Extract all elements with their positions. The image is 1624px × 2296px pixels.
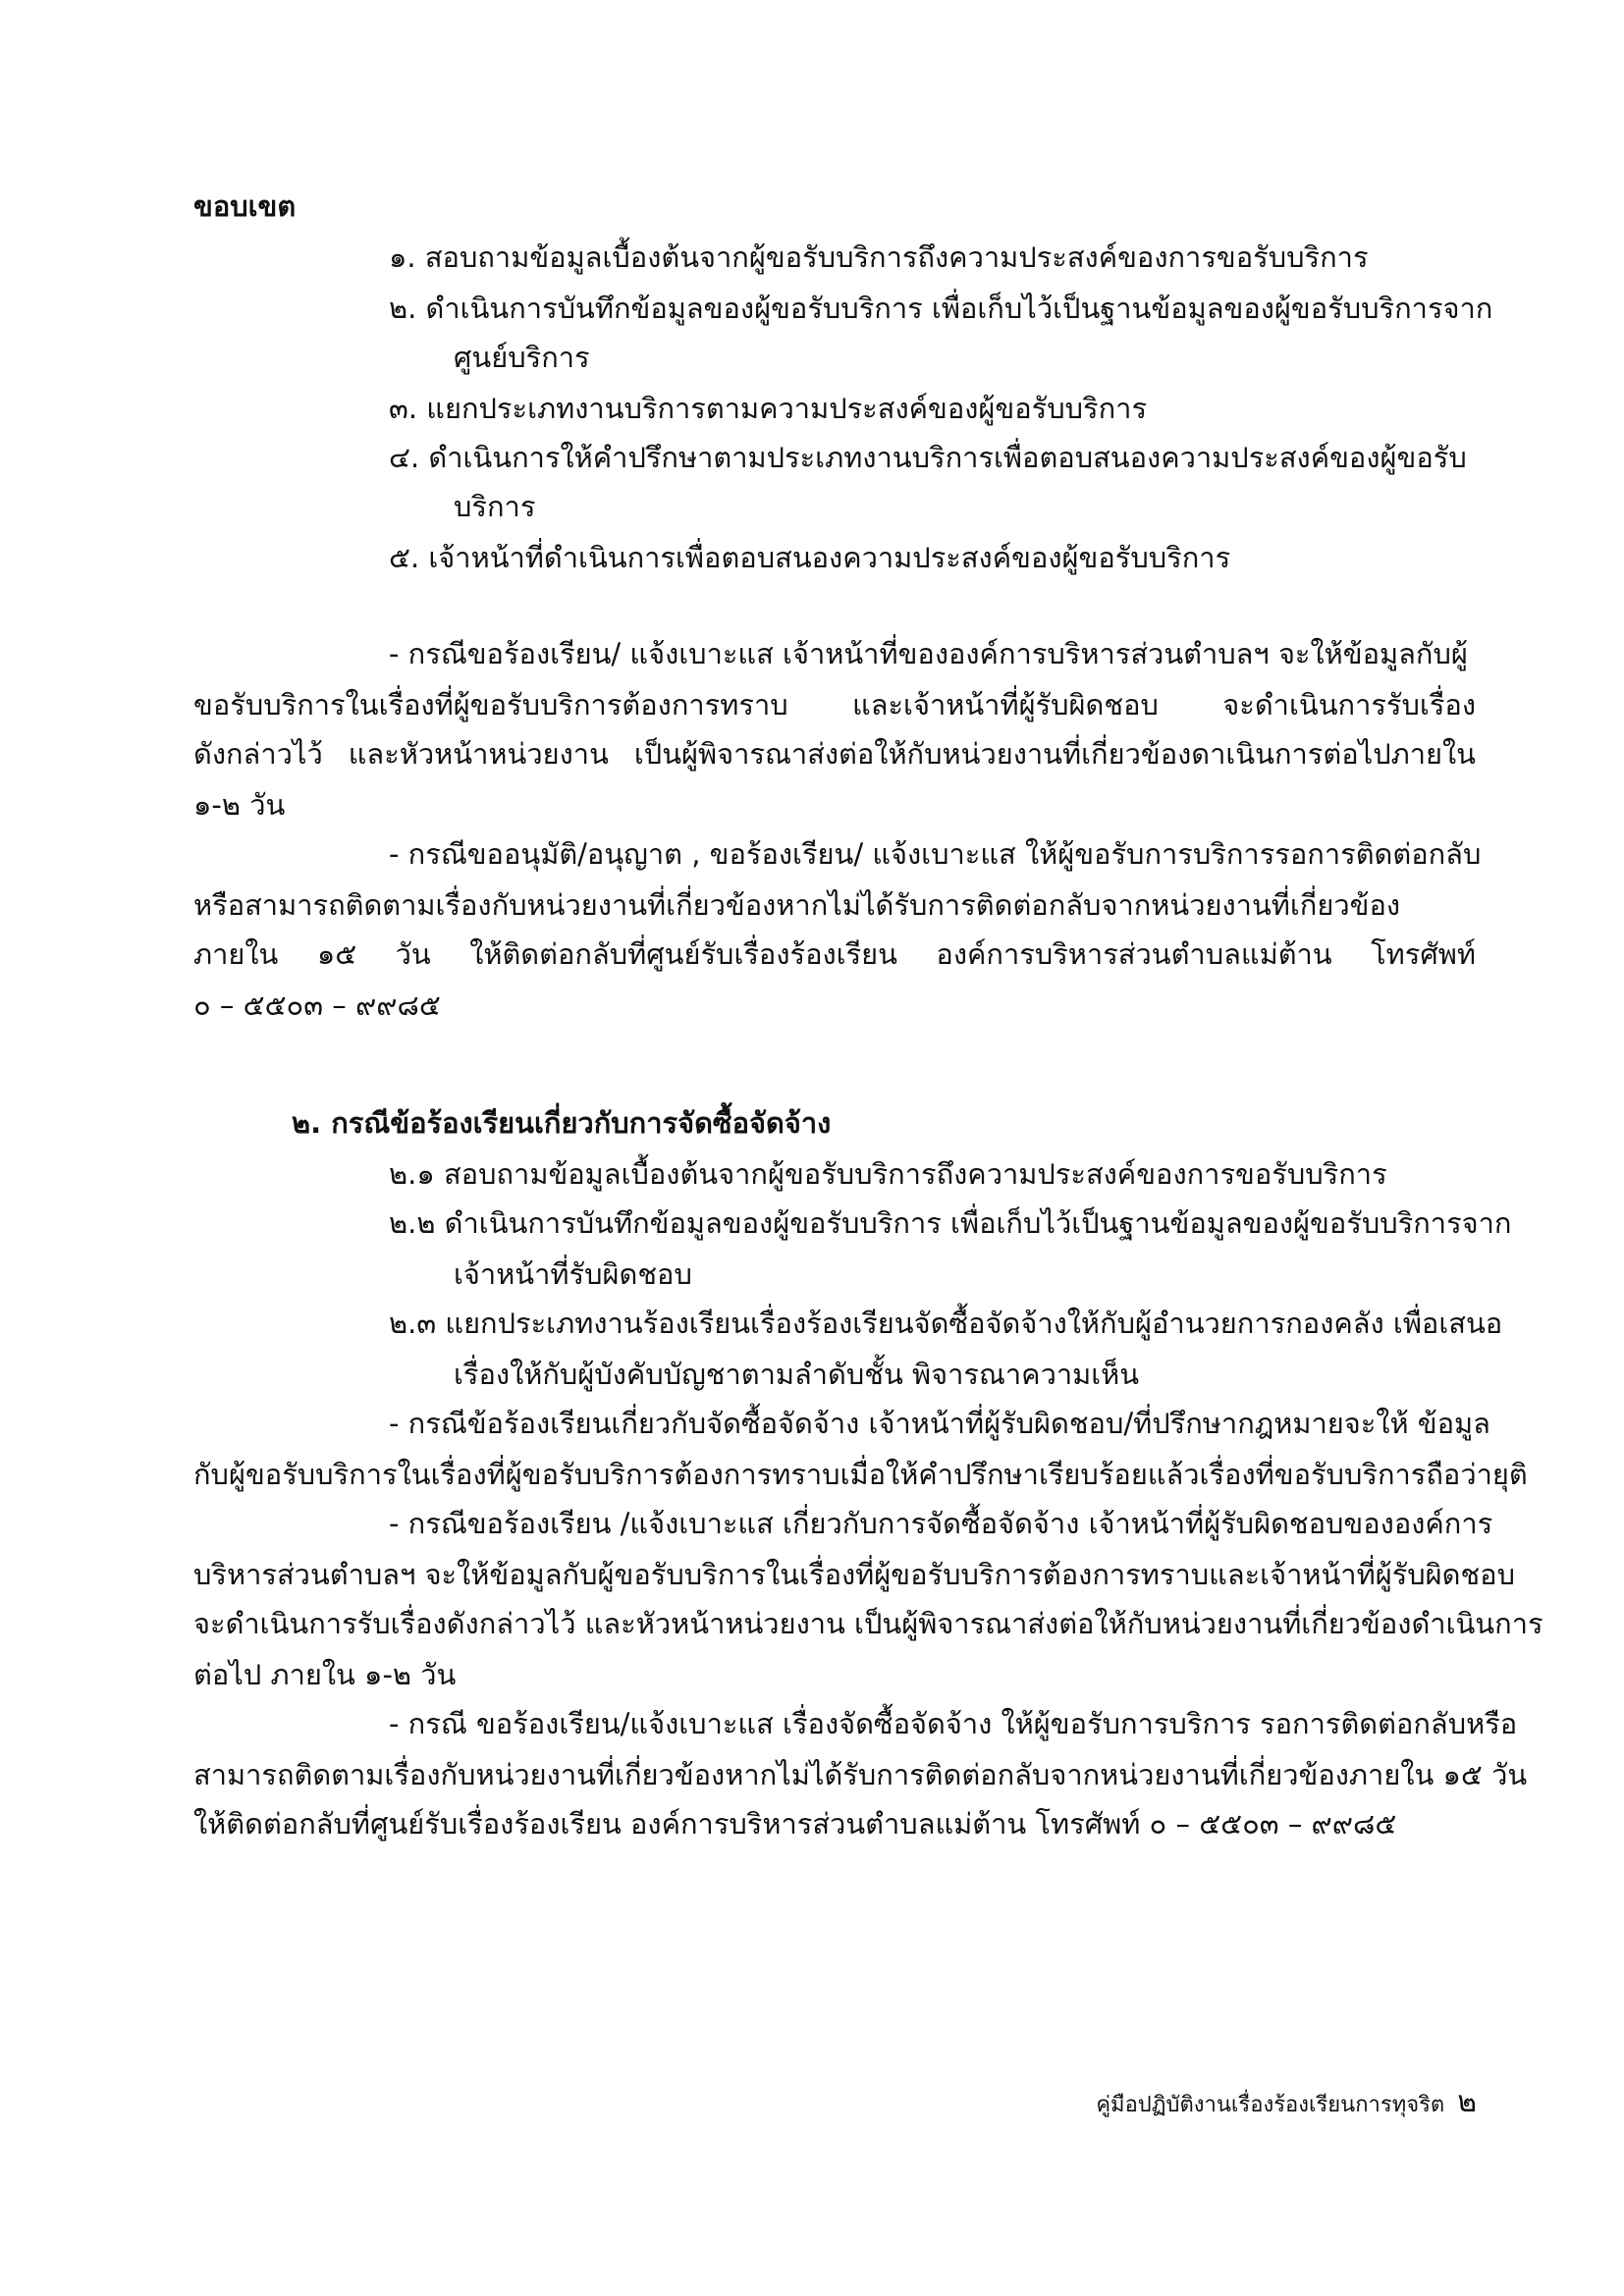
procurement-para-2-line-4: ต่อไป ภายใน ๑-๒ วัน [193,1658,457,1691]
scope-para-2-line-4: ๐ – ๕๕๐๓ – ๙๙๘๕ [193,988,441,1022]
scope-item-2-cont: ศูนย์บริการ [454,341,590,374]
procurement-item-2-2: ๒.๒ ดำเนินการบันทึกข้อมูลของผู้ขอรับบริการ เพื่อเก็บไว้เป็นฐานข้อมูลของผู้ขอรับบริการจาก [389,1206,1512,1240]
scope-item-5: ๕. เจ้าหน้าที่ดำเนินการเพื่อตอบสนองความประสงค์ของผู้ขอรับบริการ [389,541,1231,574]
procurement-para-2-line-3: จะดำเนินการรับเรื่องดังกล่าวไว้ และหัวหน้าหน่วยงาน เป็นผู้พิจารณาส่งต่อให้กับหน่วยงานที่เกี่ยวข้องดำเนินการ [193,1607,1543,1640]
scope-para-1-line-2: ขอรับบริการในเรื่องที่ผู้ขอรับบริการต้องการทราบ และเจ้าหน้าที่ผู้รับผิดชอบ จะดำเนินการรับเรื่อง [193,688,1476,721]
procurement-para-1-line-2: กับผู้ขอรับบริการในเรื่องที่ผู้ขอรับบริการต้องการทราบเมื่อให้คำปรึกษาเรียบร้อยแล้วเรื่องที่ขอรับบริการถือว่ายุติ [193,1458,1528,1491]
scope-item-3: ๓. แยกประเภทงานบริการตามความประสงค์ของผู้ขอรับบริการ [389,392,1148,425]
scope-para-1-line-1: - กรณีขอร้องเรียน/ แจ้งเบาะแส เจ้าหน้าที่ขององค์การบริหารส่วนตำบลฯ จะให้ข้อมูลกับผู้ [389,637,1468,670]
procurement-para-2-line-2: บริหารส่วนตำบลฯ จะให้ข้อมูลกับผู้ขอรับบริการในเรื่องที่ผู้ขอรับบริการต้องการทราบและเจ้าหน้าที่ผู้รับผิดชอบ [193,1558,1516,1591]
procurement-para-1-line-1: - กรณีข้อร้องเรียนเกี่ยวกับจัดซื้อจัดจ้าง เจ้าหน้าที่ผู้รับผิดชอบ/ที่ปรึกษากฎหมายจะให้ ข้อมูล [389,1407,1490,1440]
scope-para-2-line-2: หรือสามารถติดตามเรื่องกับหน่วยงานที่เกี่ยวข้องหากไม่ได้รับการติดต่อกลับจากหน่วยงานที่เกี่ยวข้อง [193,888,1401,922]
procurement-item-2-1: ๒.๑ สอบถามข้อมูลเบื้องต้นจากผู้ขอรับบริการถึงความประสงค์ของการขอรับบริการ [389,1157,1387,1191]
scope-para-2-line-3: ภายใน ๑๕ วัน ให้ติดต่อกลับที่ศูนย์รับเรื่องร้องเรียน องค์การบริหารส่วนตำบลแม่ต้าน โทรศัพท์ [193,937,1476,971]
scope-para-1-line-3: ดังกล่าวไว้ และหัวหน้าหน่วยงาน เป็นผู้พิจารณาส่งต่อให้กับหน่วยงานที่เกี่ยวข้องดาเนินการต่อไปภายใน [193,737,1476,771]
scope-item-2: ๒. ดำเนินการบันทึกข้อมูลของผู้ขอรับบริการ เพื่อเก็บไว้เป็นฐานข้อมูลของผู้ขอรับบริการจาก [389,292,1493,325]
page-number: ๒ [1457,2085,1477,2119]
procurement-para-3-line-2: สามารถติดตามเรื่องกับหน่วยงานที่เกี่ยวข้องหากไม่ได้รับการติดต่อกลับจากหน่วยงานที่เกี่ยวข้องภายใน ๑๕ วัน [193,1758,1528,1791]
page-footer [1096,2085,1477,2123]
scope-heading: ขอบเขต [193,189,297,223]
procurement-heading: ๒. กรณีข้อร้องเรียนเกี่ยวกับการจัดซื้อจัดจ้าง [292,1106,832,1140]
scope-item-4: ๔. ดำเนินการให้คำปรึกษาตามประเภทงานบริการเพื่อตอบสนองความประสงค์ของผู้ขอรับ [389,441,1467,474]
scope-para-2-line-1: - กรณีขออนุมัติ/อนุญาต , ขอร้องเรียน/ แจ้งเบาะแส ให้ผู้ขอรับการบริการรอการติดต่อกลับ [389,837,1482,871]
procurement-item-2-3: ๒.๓ แยกประเภทงานร้องเรียนเรื่องร้องเรียนจัดซื้อจัดจ้างให้กับผู้อำนวยการกองคลัง เพื่อเสนอ [389,1307,1503,1340]
procurement-para-3-line-1: - กรณี ขอร้องเรียน/แจ้งเบาะแส เรื่องจัดซื้อจัดจ้าง ให้ผู้ขอรับการบริการ รอการติดต่อกลับหรือ [389,1707,1518,1740]
procurement-para-3-line-3: ให้ติดต่อกลับที่ศูนย์รับเรื่องร้องเรียน องค์การบริหารส่วนตำบลแม่ต้าน โทรศัพท์ ๐ – ๕๕๐๓ – ๙๙๘๕ [193,1807,1397,1841]
procurement-item-2-2-cont: เจ้าหน้าที่รับผิดชอบ [454,1257,692,1291]
procurement-para-2-line-1: - กรณีขอร้องเรียน /แจ้งเบาะแส เกี่ยวกับการจัดซื้อจัดจ้าง เจ้าหน้าที่ผู้รับผิดชอบขององค์การ [389,1507,1493,1540]
scope-item-1: ๑. สอบถามข้อมูลเบื้องต้นจากผู้ขอรับบริการถึงความประสงค์ของการขอรับบริการ [389,240,1369,274]
scope-para-1-line-4: ๑-๒ วัน [193,788,286,822]
procurement-item-2-3-cont: เรื่องให้กับผู้บังคับบัญชาตามลำดับชั้น พิจารณาความเห็น [454,1358,1140,1391]
footer-title: คู่มือปฏิบัติงานเรื่องร้องเรียนการทุจริต [1096,2093,1445,2117]
scope-item-4-cont: บริการ [454,490,536,523]
